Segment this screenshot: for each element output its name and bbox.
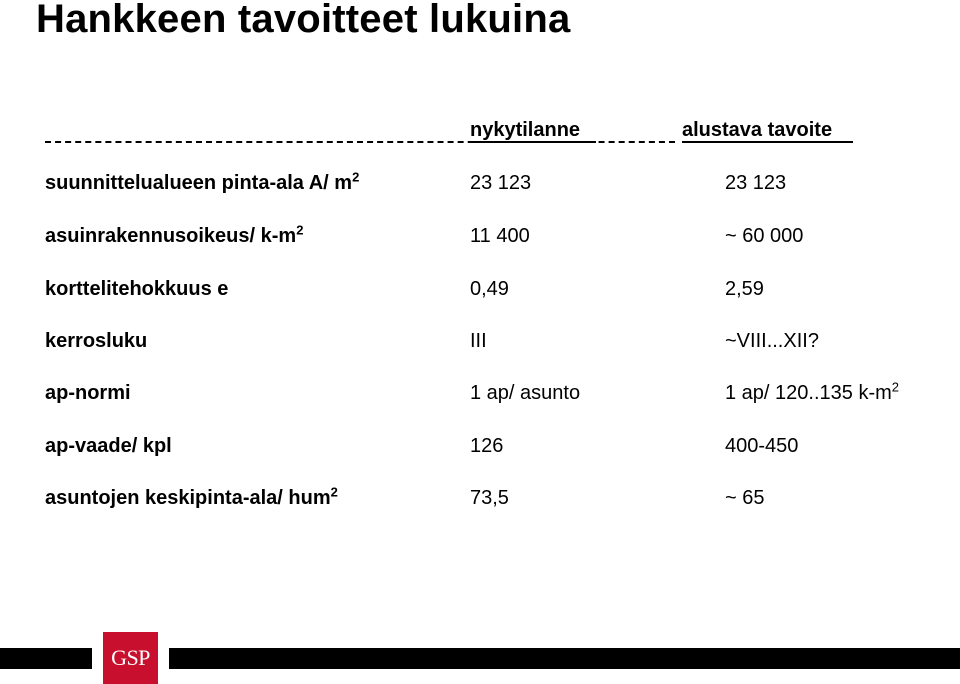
table-cell-goal: [725, 329, 819, 353]
column-header-current-underline: [470, 141, 596, 143]
table-cell-goal: [725, 486, 764, 510]
cell-text: suunnittelualueen pinta-ala A/ m: [45, 172, 353, 194]
table-cell-current: [470, 277, 509, 301]
cell-superscript: 2: [296, 222, 304, 238]
table-cell-goal: [725, 434, 798, 458]
cell-superscript: 2: [891, 379, 900, 395]
page-title: Hankkeen tavoitteet lukuina: [36, 0, 571, 41]
cell-text: kerrosluku: [45, 330, 148, 352]
cell-text: korttelitehokkuus e: [45, 278, 229, 300]
cell-text: 2,59: [725, 278, 764, 300]
table-cell-current: [470, 329, 487, 353]
cell-text: 0,49: [470, 278, 509, 300]
table-cell-label: [45, 171, 359, 195]
cell-text: 73,5: [470, 487, 509, 509]
cell-superscript: 2: [330, 484, 338, 500]
table-cell-label: [45, 381, 131, 405]
cell-text: 126: [470, 435, 504, 457]
table-cell-goal: [725, 171, 786, 195]
table-cell-current: [470, 381, 580, 405]
cell-text: ~VIII...XII?: [725, 330, 819, 352]
table-cell-label: [45, 224, 303, 248]
cell-text: ~ 65: [725, 487, 765, 509]
cell-text: 23 123: [725, 172, 787, 194]
cell-text: 23 123: [470, 172, 532, 194]
gsp-logo: GSP: [103, 632, 158, 684]
cell-text: 400-450: [725, 435, 799, 457]
table-cell-label: [45, 486, 338, 510]
footer-gap-right: [158, 648, 169, 669]
table-cell-current: [470, 486, 509, 510]
cell-text: 1 ap/ asunto: [470, 382, 581, 404]
table-cell-current: [470, 224, 530, 248]
table-cell-goal: [725, 381, 899, 405]
table-cell-current: [470, 171, 531, 195]
column-header-goal-underline: [682, 141, 853, 143]
cell-superscript: 2: [352, 169, 360, 185]
cell-text: asuinrakennusoikeus/ k-m: [45, 225, 297, 247]
cell-text: asuntojen keskipinta-ala/ hum: [45, 487, 331, 509]
cell-text: 1 ap/ 120..135 k-m: [725, 382, 892, 404]
table-cell-label: [45, 329, 147, 353]
column-header-goal: alustava tavoite: [682, 119, 833, 141]
table-cell-goal: [725, 224, 803, 248]
column-header-current: nykytilanne: [470, 119, 581, 141]
table-cell-label: [45, 277, 228, 301]
table-cell-current: [470, 434, 503, 458]
table-cell-label: [45, 434, 172, 458]
cell-text: ~ 60 000: [725, 225, 804, 247]
footer-gap-left: [92, 648, 103, 669]
cell-text: ap-normi: [45, 382, 131, 404]
table-cell-goal: [725, 277, 764, 301]
cell-text: ap-vaade/ kpl: [45, 435, 172, 457]
cell-text: 11 400: [470, 225, 530, 247]
cell-text: III: [470, 330, 487, 352]
